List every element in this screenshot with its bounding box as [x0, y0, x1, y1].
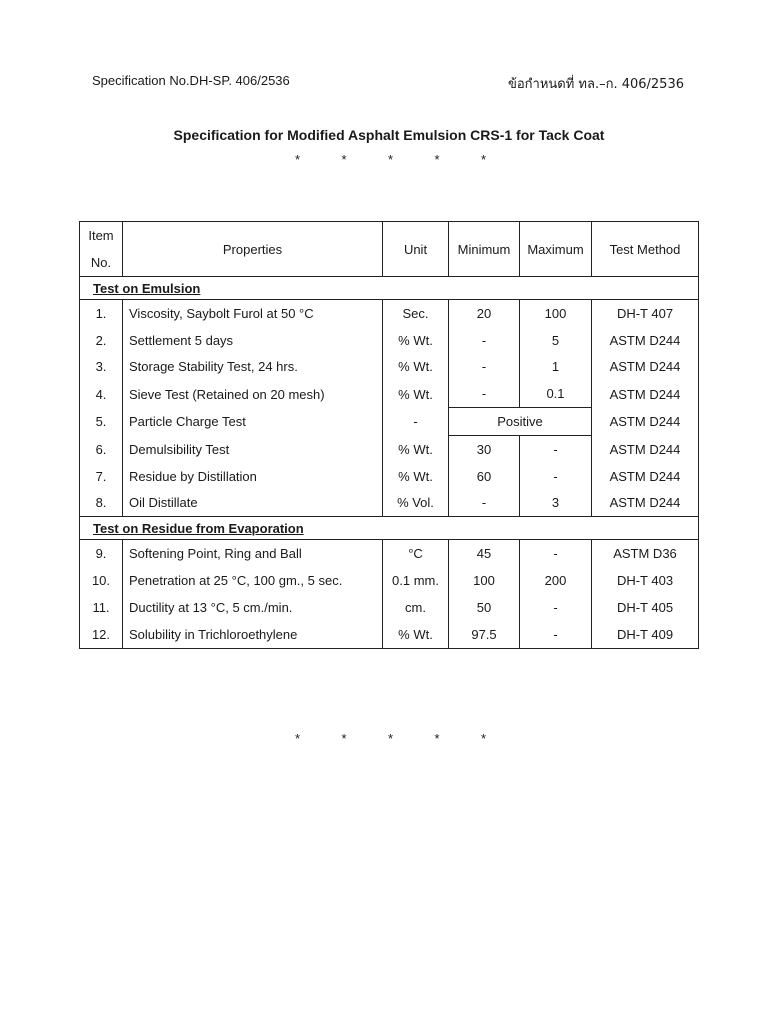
unit: Sec. — [383, 300, 449, 327]
table-row — [80, 567, 699, 594]
header-minimum: Minimum — [449, 222, 520, 277]
specification-table — [79, 221, 699, 649]
property: Storage Stability Test, 24 hrs. — [123, 354, 383, 381]
section-title: Test on Residue from Evaporation — [93, 520, 304, 536]
item-no: 11. — [80, 594, 123, 621]
star: * — [481, 152, 487, 167]
minimum: 30 — [449, 435, 520, 462]
table-row — [80, 327, 699, 354]
item-no: 6. — [80, 435, 123, 462]
maximum: 200 — [520, 567, 592, 594]
property: Sieve Test (Retained on 20 mesh) — [123, 380, 383, 407]
item-no: 8. — [80, 490, 123, 517]
unit: cm. — [383, 594, 449, 621]
property: Penetration at 25 °C, 100 gm., 5 sec. — [123, 567, 383, 594]
minimum: - — [449, 354, 520, 381]
maximum: - — [520, 621, 592, 648]
property: Softening Point, Ring and Ball — [123, 540, 383, 567]
minimum: - — [449, 490, 520, 517]
star: * — [388, 731, 394, 746]
unit: % Wt. — [383, 380, 449, 407]
star-separator-top — [295, 152, 528, 167]
table-row — [80, 380, 699, 407]
item-no: 10. — [80, 567, 123, 594]
section-header-emulsion — [80, 277, 699, 300]
star: * — [295, 152, 301, 167]
star: * — [434, 152, 440, 167]
maximum: 1 — [520, 354, 592, 381]
test-method: DH-T 403 — [592, 567, 699, 594]
test-method: DH-T 409 — [592, 621, 699, 648]
unit: % Wt. — [383, 621, 449, 648]
table-row — [80, 463, 699, 490]
unit: - — [383, 408, 449, 436]
minimum: - — [449, 380, 520, 407]
test-method: ASTM D244 — [592, 463, 699, 490]
maximum: - — [520, 594, 592, 621]
unit: % Vol. — [383, 490, 449, 517]
test-method: ASTM D244 — [592, 354, 699, 381]
property: Residue by Distillation — [123, 463, 383, 490]
minimum: 100 — [449, 567, 520, 594]
unit: % Wt. — [383, 354, 449, 381]
test-method: DH-T 407 — [592, 300, 699, 327]
star-separator-bottom — [295, 731, 528, 746]
test-method: ASTM D244 — [592, 380, 699, 407]
property: Viscosity, Saybolt Furol at 50 °C — [123, 300, 383, 327]
maximum: - — [520, 435, 592, 462]
table-row — [80, 540, 699, 567]
item-no: 1. — [80, 300, 123, 327]
unit: 0.1 mm. — [383, 567, 449, 594]
property: Particle Charge Test — [123, 408, 383, 436]
property: Settlement 5 days — [123, 327, 383, 354]
table-row — [80, 490, 699, 517]
section-title: Test on Emulsion — [93, 280, 201, 296]
header-item-no: Item No. — [80, 222, 123, 277]
star: * — [341, 731, 347, 746]
minimum: 20 — [449, 300, 520, 327]
star: * — [434, 731, 440, 746]
minimum: 60 — [449, 463, 520, 490]
star: * — [481, 731, 487, 746]
test-method: ASTM D244 — [592, 435, 699, 462]
test-method: ASTM D244 — [592, 490, 699, 517]
table-row — [80, 594, 699, 621]
header-maximum: Maximum — [520, 222, 592, 277]
test-method: ASTM D244 — [592, 327, 699, 354]
unit: °C — [383, 540, 449, 567]
item-no: 2. — [80, 327, 123, 354]
maximum: 5 — [520, 327, 592, 354]
property: Ductility at 13 °C, 5 cm./min. — [123, 594, 383, 621]
star: * — [388, 152, 394, 167]
test-method: ASTM D244 — [592, 408, 699, 436]
table-row — [80, 354, 699, 381]
unit: % Wt. — [383, 463, 449, 490]
item-no: 5. — [80, 408, 123, 436]
table-row — [80, 621, 699, 648]
header-test-method: Test Method — [592, 222, 699, 277]
spec-number-thai: ข้อกำหนดที่ ทล.–ก. 406/2536 — [507, 77, 684, 92]
item-no: 9. — [80, 540, 123, 567]
minimum: 50 — [449, 594, 520, 621]
document-title: Specification for Modified Asphalt Emulsion CRS-1 for Tack Coat — [173, 127, 605, 143]
item-no: 4. — [80, 380, 123, 407]
property: Oil Distillate — [123, 490, 383, 517]
test-method: ASTM D36 — [592, 540, 699, 567]
unit: % Wt. — [383, 435, 449, 462]
unit: % Wt. — [383, 327, 449, 354]
maximum: - — [520, 540, 592, 567]
item-no: 3. — [80, 354, 123, 381]
table-row — [80, 408, 699, 436]
min-max-value: Positive — [449, 408, 592, 436]
star: * — [295, 731, 301, 746]
minimum: 45 — [449, 540, 520, 567]
maximum: - — [520, 463, 592, 490]
item-no: 12. — [80, 621, 123, 648]
minimum: 97.5 — [449, 621, 520, 648]
table-row — [80, 300, 699, 327]
table-row — [80, 435, 699, 462]
maximum: 100 — [520, 300, 592, 327]
test-method: DH-T 405 — [592, 594, 699, 621]
spec-number: Specification No.DH-SP. 406/2536 — [92, 73, 290, 88]
property: Demulsibility Test — [123, 435, 383, 462]
maximum: 0.1 — [520, 380, 592, 407]
property: Solubility in Trichloroethylene — [123, 621, 383, 648]
minimum: - — [449, 327, 520, 354]
maximum: 3 — [520, 490, 592, 517]
table-header-row — [80, 222, 699, 277]
star: * — [341, 152, 347, 167]
section-header-residue — [80, 517, 699, 540]
header-properties: Properties — [123, 222, 383, 277]
item-no: 7. — [80, 463, 123, 490]
header-unit: Unit — [383, 222, 449, 277]
